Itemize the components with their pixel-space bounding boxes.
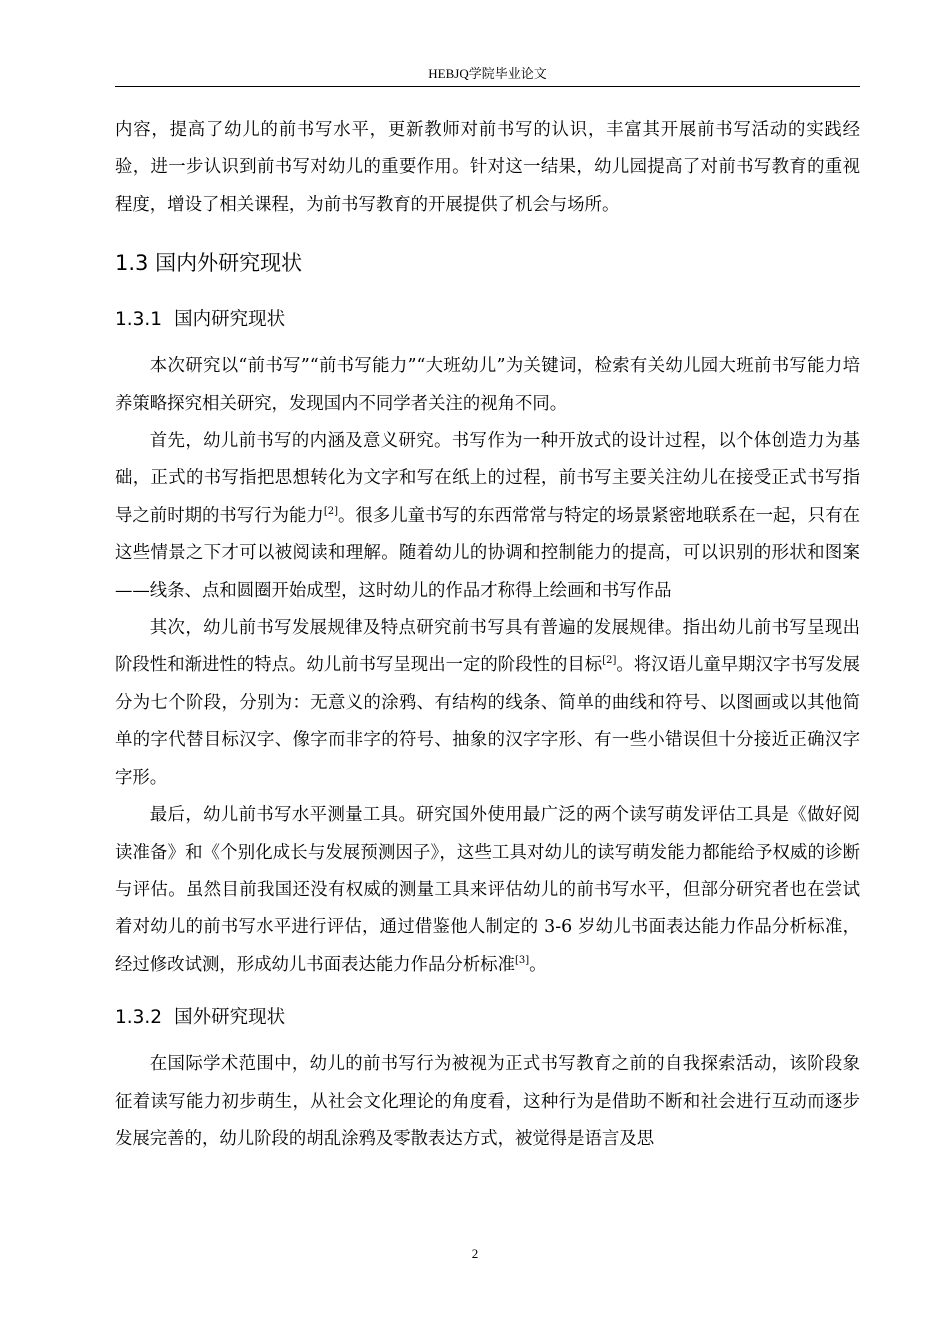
subsection-title: 国内研究现状 [174,309,286,331]
paragraph-text: 。很多儿童书写的东西常常与特定的场景紧密地联系在一起，只有在这些情景之下才可以被阅读和理解。随着幼儿的协调和控制能力的提高，可以识别的形状和图案——线条、点和圆圈开始成型，这时幼儿的作品才称得上绘画和书写作品 [115,505,860,601]
paragraph-text: 最后，幼儿前书写水平测量工具。研究国外使用最广泛的两个读写萌发评估工具是《做好阅读准备》和《个别化成长与发展预测因子》，这些工具对幼儿的读写萌发能力都能给予权威的诊断与评估。虽然目前我国还没有权威的测量工具来评估幼儿的前书写水平，但部分研究者也在尝试着对幼儿的前书写水平进行评估，通过借鉴他人制定的 3-6 岁幼儿书面表达能力作品分析标准，经过修改试测，形成幼儿书面表达能力作品分析标准 [115,805,860,975]
citation-ref: [2] [602,655,617,667]
page-body [115,112,860,1158]
paragraph-text: 其次，幼儿前书写发展规律及特点研究前书写具有普遍的发展规律。指出幼儿前书写呈现出阶段性和渐进性的特点。幼儿前书写呈现出一定的阶段性的目标 [115,618,860,676]
page-footer [0,1246,950,1262]
section-heading-1-3: 1.3 国内外研究现状 [115,251,303,276]
subsection-heading-1-3-2 [115,990,860,1046]
citation-ref: [2] [323,505,338,517]
subsection-heading-1-3-1 [115,292,860,348]
subsection-number: 1.3.2 [115,1007,163,1029]
citation-ref: [3] [515,954,530,966]
paragraph-text: 。 [529,954,547,975]
subsection-number: 1.3.1 [115,309,163,331]
paragraph-last [115,797,860,984]
paragraph-continuation: 内容，提高了幼儿的前书写水平，更新教师对前书写的认识，丰富其开展前书写活动的实践经验，进一步认识到前书写对幼儿的重要作用。针对这一结果，幼儿园提高了对前书写教育的重视程度，增设了相关课程，为前书写教育的开展提供了机会与场所。 [115,120,860,215]
page-header [115,64,860,87]
paragraph-first [115,423,860,610]
subsection-title: 国外研究现状 [174,1007,286,1029]
paragraph-keywords: 本次研究以“前书写”“前书写能力”“大班幼儿”为关键词，检索有关幼儿园大班前书写能力培养策略探究相关研究，发现国内不同学者关注的视角不同。 [115,356,860,414]
paragraph-international: 在国际学术范围中，幼儿的前书写行为被视为正式书写教育之前的自我探索活动，该阶段象征着读写能力初步萌生，从社会文化理论的角度看，这种行为是借助不断和社会进行互动而逐步发展完善的，幼儿阶段的胡乱涂鸦及零散表达方式，被觉得是语言及思 [115,1054,860,1149]
paragraph-text: 首先，幼儿前书写的内涵及意义研究。书写作为一种开放式的设计过程，以个体创造力为基础，正式的书写指把思想转化为文字和写在纸上的过程，前书写主要关注幼儿在接受正式书写指导之前时期的书写行为能力 [115,431,860,526]
header-title: HEBJQ学院毕业论文 [428,66,547,81]
paragraph-second [115,610,860,797]
paragraph-text: 。将汉语儿童早期汉字书写发展分为七个阶段，分别为：无意义的涂鸦、有结构的线条、简单的曲线和符号、以图画或以其他简单的字代替目标汉字、像字而非字的符号、抽象的汉字字形、有一些小错误但十分接近正确汉字字形。 [115,655,860,788]
page-number: 2 [471,1246,479,1261]
